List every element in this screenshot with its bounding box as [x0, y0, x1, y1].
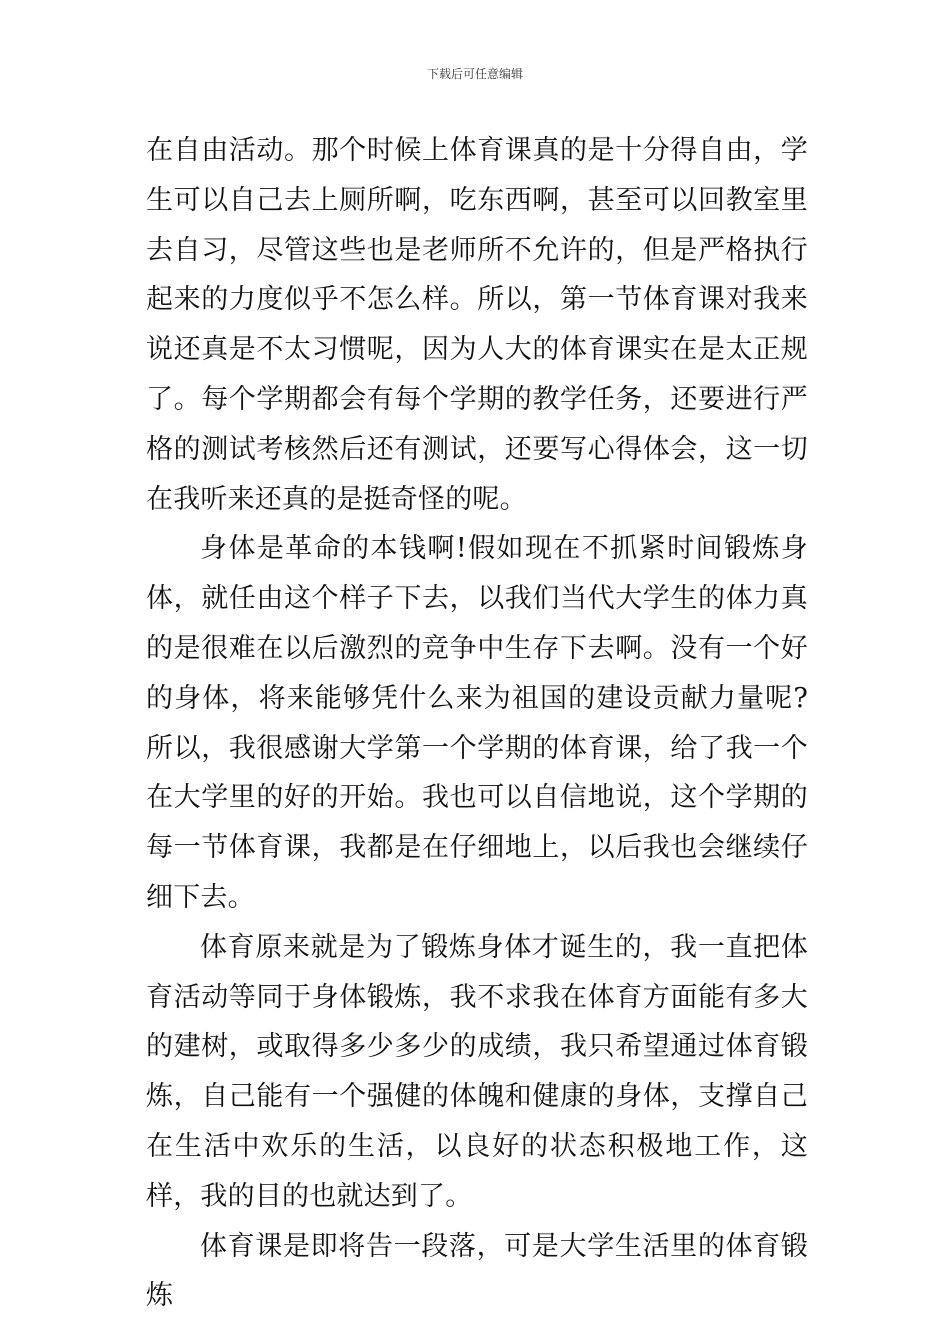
paragraph-3: 体育原来就是为了锻炼身体才诞生的，我一直把体育活动等同于身体锻炼，我不求我在体育方面能有多大的建树，或取得多少多少的成绩，我只希望通过体育锻炼，自己能有一个强健的体魄和健康的身体，支撑自己在生活中欢乐的生活，以良好的状态积极地工作，这样，我的目的也就达到了。 — [146, 931, 808, 1212]
page-header: 下载后可任意编辑 — [426, 67, 523, 81]
document-body — [146, 126, 808, 1321]
paragraph-2: 身体是革命的本钱啊!假如现在不抓紧时间锻炼身体，就任由这个样子下去，以我们当代大学生的体力真的是很难在以后激烈的竞争中生存下去啊。没有一个好的身体，将来能够凭什么来为祖国的建设贡献力量呢?所以，我很感谢大学第一个学期的体育课，给了我一个在大学里的好的开始。我也可以自信地说，这个学期的每一节体育课，我都是在仔细地上，以后我也会继续仔细下去。 — [146, 533, 808, 913]
paragraph-4: 体育课是即将告一段落，可是大学生活里的体育锻炼 — [146, 1230, 808, 1312]
paragraph-1: 在自由活动。那个时候上体育课真的是十分得自由，学生可以自己去上厕所啊，吃东西啊，甚至可以回教室里去自习，尽管这些也是老师所不允许的，但是严格执行起来的力度似乎不怎么样。所以，第一节体育课对我来说还真是不太习惯呢，因为人大的体育课实在是太正规了。每个学期都会有每个学期的教学任务，还要进行严格的测试考核然后还有测试，还要写心得体会，这一切在我听来还真的是挺奇怪的呢。 — [146, 135, 808, 515]
